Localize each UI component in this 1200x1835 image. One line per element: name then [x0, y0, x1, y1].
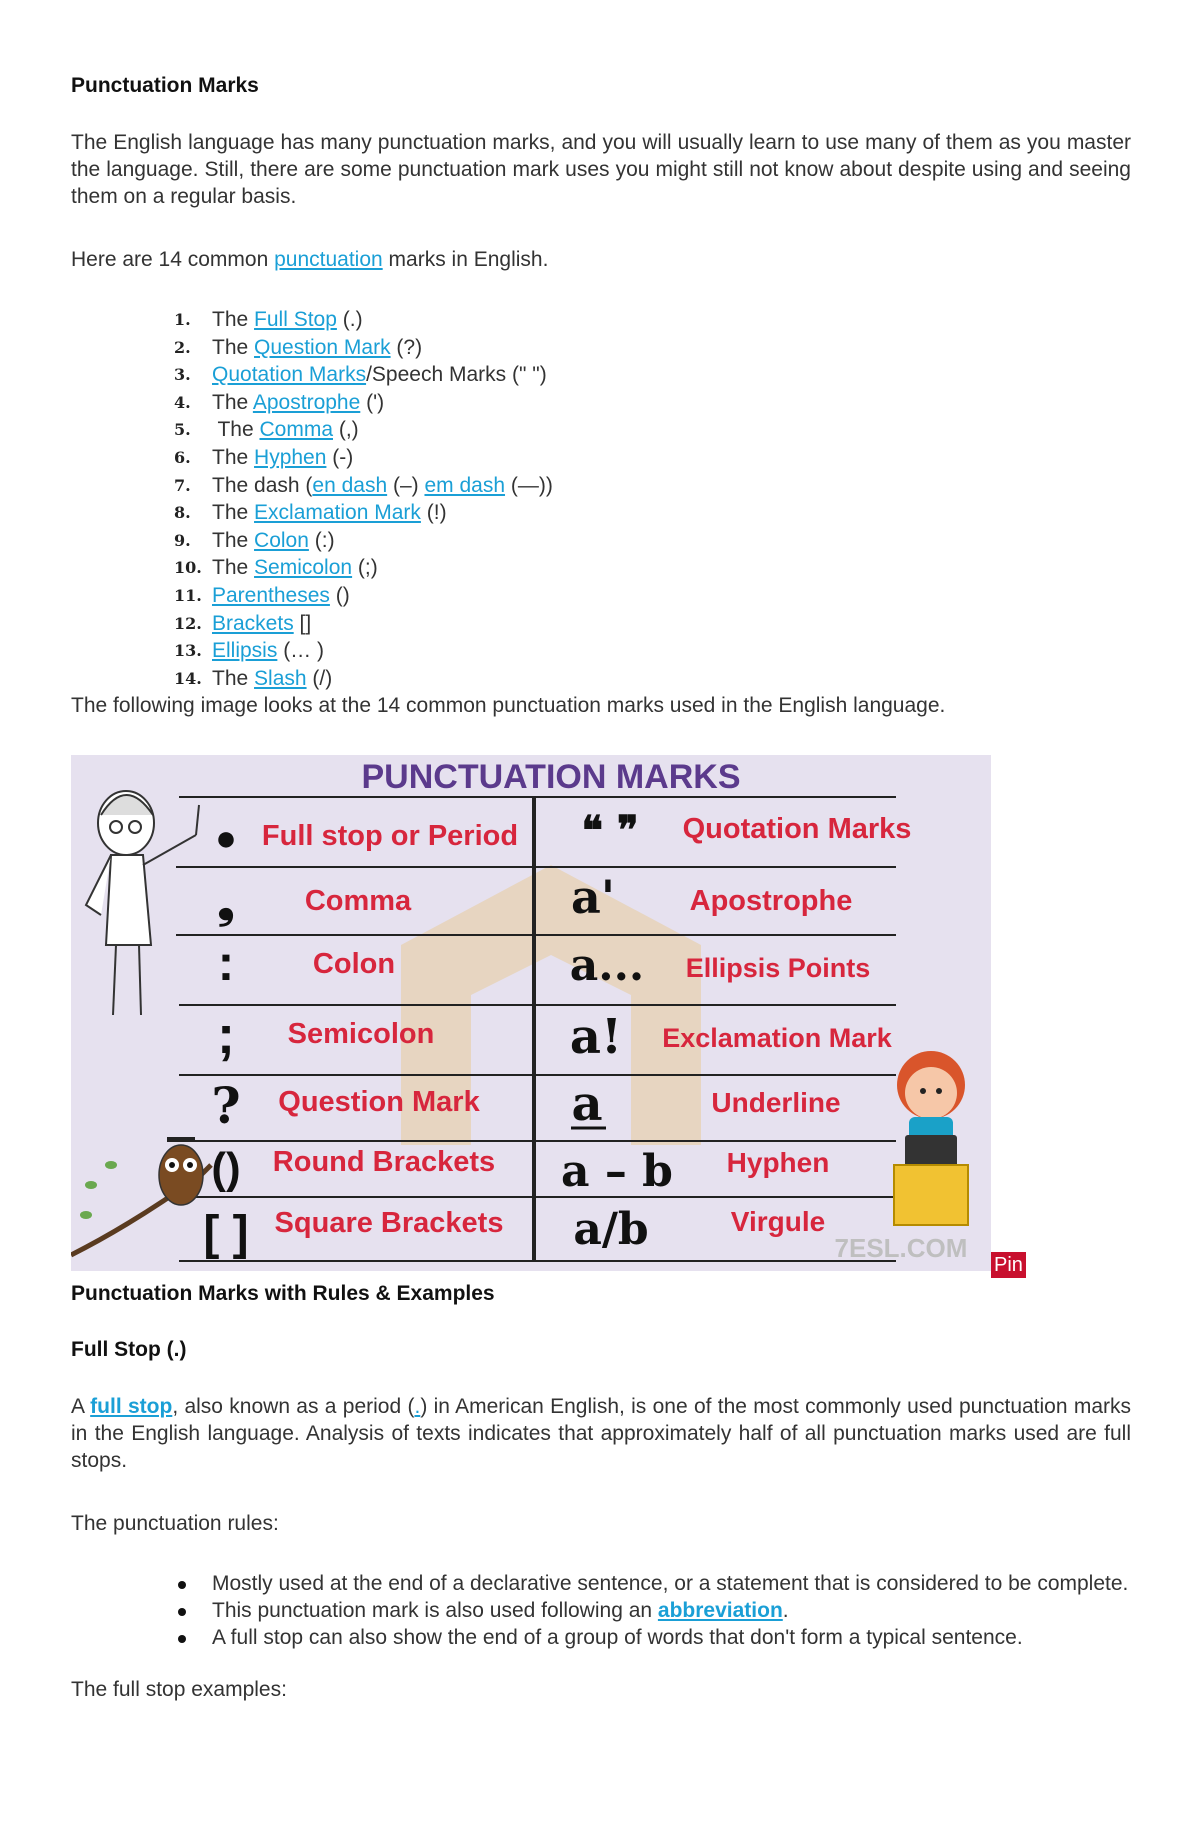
list-text: (… ): [277, 639, 325, 663]
rules-list: [71, 1570, 1131, 1651]
punctuation-list: [71, 306, 971, 692]
period-symbol: ●: [215, 817, 237, 858]
para-text: ) in American English, is one of the most commonly used punctuation marks in the English language. Analysis of texts indicates that approximately half of all punctuation marks used are full stops.: [71, 1395, 1132, 1472]
label-question-mark: Question Mark: [278, 1086, 480, 1118]
list-text: The dash (: [212, 473, 313, 497]
infographic-title: PUNCTUATION MARKS: [361, 758, 741, 796]
girl-with-laptop-icon: [894, 1051, 968, 1225]
list-text: (;): [352, 556, 378, 580]
list-text: (): [329, 583, 350, 607]
ellipsis-symbol: a...: [569, 940, 645, 991]
label-exclamation-mark: Exclamation Mark: [662, 1023, 892, 1053]
list-item: [71, 1624, 1131, 1651]
rule-text: A full stop can also show the end of a group of words that don't form a typical sentence.: [212, 1626, 1023, 1649]
list-text: /Speech Marks (" "): [366, 363, 547, 387]
ellipsis-link[interactable]: Ellipsis: [212, 639, 278, 663]
list-text: The: [212, 308, 255, 331]
round-brackets-symbol: (): [211, 1144, 241, 1193]
en-dash-link[interactable]: en dash: [312, 473, 388, 497]
list-text: []: [293, 611, 312, 635]
label-square-brackets: Square Brackets: [274, 1207, 504, 1239]
list-number: 7.: [174, 475, 191, 495]
bullet-icon: [178, 1608, 186, 1616]
list-intro-after: marks in English.: [382, 248, 549, 271]
list-text: The: [212, 528, 255, 552]
colon-link[interactable]: Colon: [254, 528, 309, 552]
list-number: 6.: [174, 447, 191, 467]
period-link[interactable]: .: [414, 1395, 421, 1418]
list-number: 14.: [174, 668, 202, 688]
list-item: [71, 499, 971, 527]
brackets-link[interactable]: Brackets: [212, 611, 294, 635]
exclamation-symbol: a!: [569, 1009, 623, 1065]
label-underline: Underline: [711, 1087, 841, 1118]
list-text: The: [212, 390, 253, 414]
rules-intro: The punctuation rules:: [71, 1512, 279, 1535]
punctuation-infographic: [71, 755, 991, 1271]
colon-symbol: :: [217, 935, 235, 991]
list-number: 1.: [174, 310, 191, 329]
list-text: (–): [387, 473, 425, 497]
list-text: The: [212, 335, 255, 359]
apostrophe-link[interactable]: Apostrophe: [252, 390, 361, 414]
rule-text: Mostly used at the end of a declarative sentence, or a statement that is considered to be complete.: [212, 1572, 1129, 1595]
label-full-stop: Full stop or Period: [261, 820, 519, 852]
list-number: 2.: [174, 337, 191, 357]
question-mark-link[interactable]: Question Mark: [254, 335, 391, 359]
list-item: [71, 1570, 1131, 1597]
sub-heading: Full Stop (.): [71, 1338, 187, 1361]
slash-link[interactable]: Slash: [254, 666, 307, 690]
rule-text: This punctuation mark is also used following an: [212, 1599, 658, 1622]
label-ellipsis-points: Ellipsis Points: [685, 953, 871, 983]
list-text: The: [212, 666, 255, 690]
para-text: A: [71, 1395, 91, 1418]
punctuation-link[interactable]: punctuation: [274, 248, 383, 271]
label-round-brackets: Round Brackets: [272, 1146, 496, 1178]
full-stop-link[interactable]: Full Stop: [254, 308, 337, 331]
semicolon-symbol: ;: [217, 1005, 235, 1065]
label-colon: Colon: [312, 948, 396, 980]
label-apostrophe: Apostrophe: [689, 885, 853, 917]
list-text: The: [212, 556, 255, 580]
question-symbol: ?: [211, 1076, 241, 1135]
list-item: [71, 527, 971, 555]
label-hyphen: Hyphen: [726, 1147, 830, 1178]
label-comma: Comma: [304, 885, 412, 917]
list-item: [71, 361, 971, 389]
underline-symbol: a: [571, 1076, 603, 1132]
list-text: (.): [336, 308, 363, 331]
full-stop-paragraph: [71, 1393, 1131, 1474]
page-title: Punctuation Marks: [71, 74, 259, 97]
list-text: (:): [308, 528, 335, 552]
list-item: [71, 416, 971, 444]
image-caption: The following image looks at the 14 common punctuation marks used in the English language.: [71, 694, 946, 717]
label-quotation-marks: Quotation Marks: [682, 813, 912, 845]
comma-link[interactable]: Comma: [259, 418, 333, 442]
section-heading: Punctuation Marks with Rules & Examples: [71, 1282, 495, 1305]
list-text: (?): [390, 335, 423, 359]
full-stop-bold-link[interactable]: full stop: [90, 1395, 173, 1418]
list-number: 12.: [174, 613, 202, 633]
comma-symbol: ❟: [217, 878, 235, 927]
list-number: 5.: [174, 420, 191, 440]
square-brackets-symbol: [ ]: [203, 1207, 249, 1260]
hyphen-link[interactable]: Hyphen: [254, 445, 327, 469]
list-text: (/): [306, 666, 333, 690]
em-dash-link[interactable]: em dash: [424, 473, 506, 497]
list-item: [71, 582, 971, 610]
bullet-icon: [178, 1635, 186, 1643]
list-item: [71, 554, 971, 582]
label-virgule: Virgule: [730, 1206, 826, 1237]
list-number: 8.: [174, 503, 191, 523]
watermark-text: 7ESL.COM: [834, 1233, 968, 1263]
list-number: 3.: [174, 365, 191, 385]
virgule-symbol: a/b: [573, 1204, 649, 1255]
exclamation-mark-link[interactable]: Exclamation Mark: [254, 501, 421, 525]
list-number: 9.: [174, 530, 191, 550]
list-item: [71, 637, 971, 665]
list-text: ('): [360, 390, 385, 414]
list-number: 4.: [174, 392, 191, 412]
list-text: The: [212, 445, 255, 469]
list-item: [71, 334, 971, 362]
rule-text: .: [782, 1599, 789, 1622]
intro-paragraph: The English language has many punctuation marks, and you will usually learn to use many of them as you master the language. Still, there are some punctuation mark uses you might still not know about despite using and seeing them on a regular basis.: [71, 131, 1131, 208]
list-item: [71, 444, 971, 472]
pin-button[interactable]: Pin: [991, 1252, 1026, 1278]
bullet-icon: [178, 1581, 186, 1589]
list-text: (!): [420, 501, 447, 525]
para-text: , also known as a period (: [172, 1395, 415, 1418]
label-semicolon: Semicolon: [287, 1018, 435, 1050]
list-intro: [71, 246, 1131, 273]
list-text: (-): [326, 445, 354, 469]
list-number: 11.: [174, 585, 202, 605]
list-item: [71, 665, 971, 693]
list-item: [71, 610, 971, 638]
quotation-marks-link[interactable]: Quotation Marks: [212, 363, 367, 387]
semicolon-link[interactable]: Semicolon: [254, 556, 353, 580]
list-intro-before: Here are 14 common: [71, 248, 275, 271]
list-number: 13.: [174, 641, 202, 661]
hyphen-symbol: a – b: [561, 1146, 673, 1197]
examples-intro: The full stop examples:: [71, 1678, 287, 1701]
list-item: [71, 389, 971, 417]
list-number: 10.: [174, 558, 202, 578]
list-item: [71, 1597, 1131, 1624]
parentheses-link[interactable]: Parentheses: [212, 583, 330, 607]
list-item: [71, 306, 971, 334]
list-item: [71, 472, 971, 500]
list-text: (—)): [505, 473, 553, 497]
list-text: The: [212, 501, 255, 525]
quotation-symbol: ❝ ❞: [581, 807, 639, 854]
apostrophe-symbol: a': [571, 870, 615, 924]
list-text: (,): [333, 418, 359, 442]
list-text: The: [212, 418, 260, 442]
abbreviation-link[interactable]: abbreviation: [657, 1599, 783, 1622]
